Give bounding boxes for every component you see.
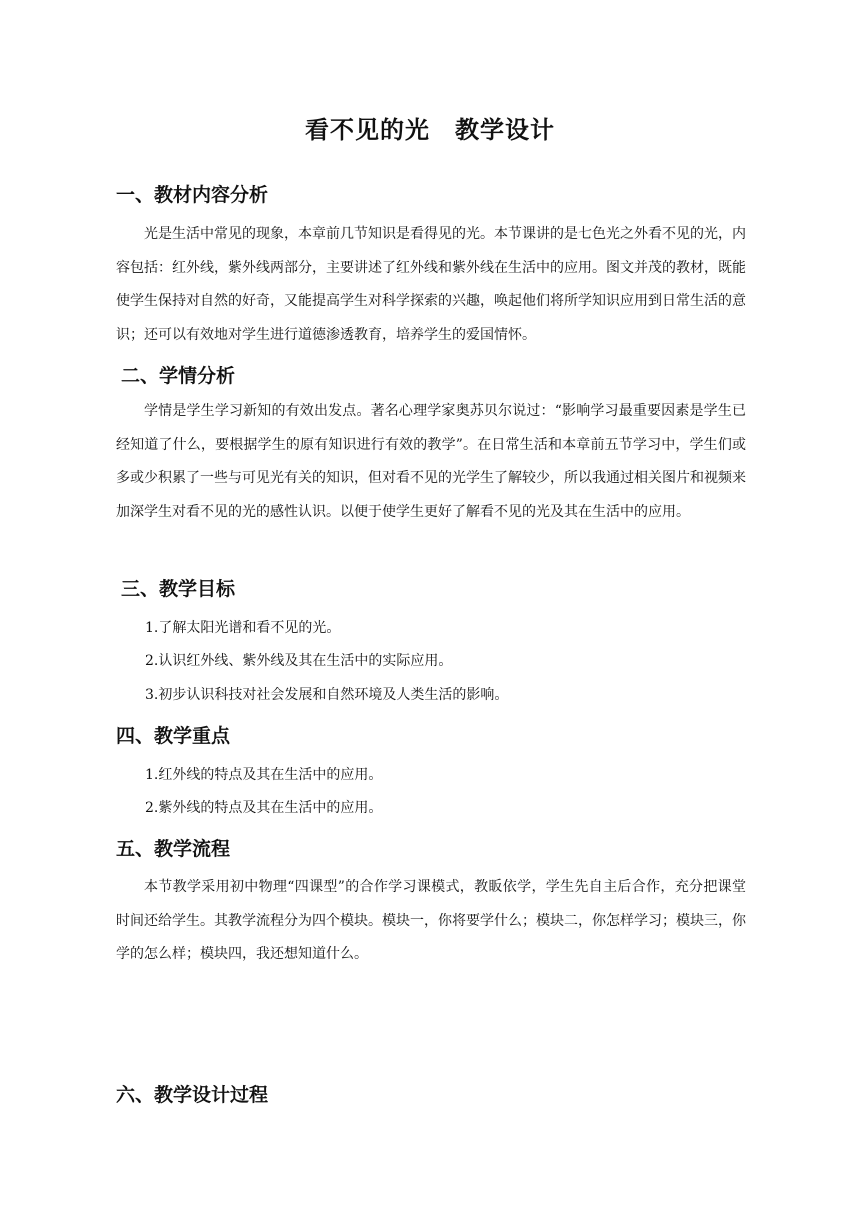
document-title: 看不见的光 教学设计 <box>305 116 555 144</box>
section-paragraph-1: 光是生活中常见的现象，本章前几节知识是看得见的光。本节课讲的是七色光之外看不见的光，内容包括：红外线，紫外线两部分，主要讲述了红外线和紫外线在生活中的应用。图文并茂的教材，既能使学生保持对自然的好奇，又能提高学生对科学探索的兴趣，唤起他们将所学知识应用到日常生活的意识；还可以有效地对学生进行道德渗透教育，培养学生的爱国情怀。 <box>116 226 746 343</box>
list-item: 1.红外线的特点及其在生活中的应用。 <box>145 767 383 783</box>
section-paragraph-5: 本节教学采用初中物理“四课型”的合作学习课模式，教眅依学，学生先自主后合作，充分把课堂时间还给学生。其教学流程分为四个模块。模块一，你将要学什么；模块二，你怎样学习；模块三，你学的怎么样；模块四，我还想知道什么。 <box>116 879 746 962</box>
section-heading-5: 五、教学流程 <box>116 838 231 860</box>
section-paragraph-2: 学情是学生学习新知的有效出发点。著名心理学家奥苏贝尔说过：“影响学习最重要因素是学生已经知道了什么，要根据学生的原有知识进行有效的教学”。在日常生活和本章前五节学习中，学生们或多或少积累了一些与可见光有关的知识，但对看不见的光学生了解较少，所以我通过相关图片和视频来加深学生对看不见的光的感性认识。以便于使学生更好了解看不见的光及其在生活中的应用。 <box>116 403 746 520</box>
section-heading-1: 一、教材内容分析 <box>116 184 269 206</box>
section-heading-4: 四、教学重点 <box>116 725 231 747</box>
section-heading-6: 六、教学设计过程 <box>116 1084 269 1106</box>
section-heading-3: 三、教学目标 <box>121 578 236 600</box>
list-item: 2.认识红外线、紫外线及其在生活中的实际应用。 <box>145 653 453 669</box>
list-item: 1.了解太阳光谱和看不见的光。 <box>145 620 341 636</box>
section-heading-2: 二、学情分析 <box>121 365 236 387</box>
list-item: 3.初步认识科技对社会发展和自然环境及人类生活的影响。 <box>145 687 509 703</box>
list-item: 2.紫外线的特点及其在生活中的应用。 <box>145 800 383 816</box>
